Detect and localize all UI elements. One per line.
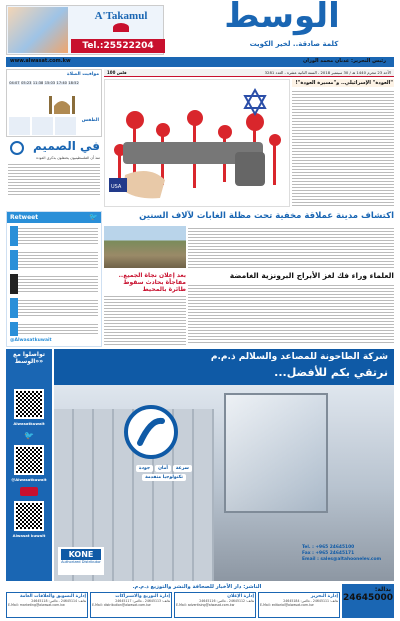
cartoon (104, 79, 290, 207)
prayer-time: 15:03 (44, 81, 56, 85)
twitter-qr-icon[interactable] (14, 445, 44, 475)
scientists-headline: العلماء وراء فك لغز الأبراج البرونزية الغامضة (229, 271, 394, 280)
scientists-article-body (188, 283, 394, 345)
distributor-badge (58, 547, 104, 575)
brand-circle-logo (124, 405, 178, 459)
instagram-handle[interactable]: Alwasatkuwait (13, 421, 45, 426)
flag-label: USA (111, 184, 122, 190)
footer-box (258, 592, 340, 618)
ad-email[interactable]: Email : sales@altahoonelev.com (302, 557, 382, 562)
footer-box-email[interactable]: E-Mail: advertising@alwasat.com.kw (176, 603, 235, 608)
info-bar (6, 57, 394, 67)
top-advertisement[interactable] (6, 5, 164, 55)
youtube-qr-icon[interactable] (14, 501, 44, 531)
weather-title: الطقس (81, 118, 99, 123)
column-body (292, 89, 394, 207)
ad-logo-mark (113, 23, 129, 32)
prayer-time: 05:23 (21, 81, 32, 85)
secondary-headline: بعد إعلان نجاة الجميع.. مفاجأة بحادث سقوط طائرة بالمحيط (118, 272, 186, 293)
distributor-label: Authorized Distributor (61, 560, 101, 564)
main-article-body (188, 226, 394, 268)
footer-box (90, 592, 172, 618)
tweet-item[interactable] (10, 322, 98, 336)
prayer-times (9, 81, 79, 85)
ad-feature: أمان (155, 465, 171, 472)
opinion-column (292, 79, 394, 207)
twitter-icon[interactable]: 🐦 (24, 431, 34, 440)
footer-box-title: إدارة الإعلان (227, 594, 254, 599)
social-title: تواصلوا مع «الوسط» (12, 351, 46, 365)
footer-contacts (6, 592, 340, 618)
tweet-item[interactable] (10, 298, 98, 318)
date-bar (104, 69, 394, 77)
main-headline: اكتشاف مدينة عملاقة مخفية تحت مظلة الغابات لآلاف السنين (139, 211, 394, 221)
twitter-handle[interactable]: @Alwasatkuwait (11, 477, 47, 482)
footer-box (174, 592, 256, 618)
prayer-time: 17:40 (56, 81, 67, 85)
website[interactable]: www.alwasat.com.kw (10, 58, 71, 64)
column-title: "العودة" الإسرائيلي.. و"مسيرة العودة"! (292, 79, 394, 87)
ad-slogan: نرتقي بكم للأفضل... (274, 366, 388, 379)
fi-alsamim-text: منذ أن الفلسطينيون يحتفلون بذكرى العودة (36, 156, 100, 160)
press-line: الناشر: دار الأخبار للصحافة والنشر والتوزيع ذ.م.م. (132, 584, 262, 590)
call-number: 24645000 (342, 593, 394, 603)
footer-box-email[interactable]: E-Mail: editorial@alwasat.com.kw (260, 603, 314, 608)
masthead-logo: الوسط (224, 0, 340, 36)
retweet-label: Retweet (10, 214, 39, 221)
elevator-advertisement[interactable] (54, 349, 394, 581)
footer-box-email[interactable]: E-Mail: distribution@alwasat.com.kw (92, 603, 151, 608)
ad-contacts (302, 545, 390, 563)
youtube-handle[interactable]: Alwasat kuwait (12, 533, 46, 538)
fi-alsamim-body (8, 162, 100, 195)
retweet-column (6, 211, 102, 347)
fi-alsamim-box (6, 139, 102, 197)
prayer-time: 18:52 (68, 81, 79, 85)
footer-box-title: إدارة التسويق والعلاقات العامة (19, 594, 86, 599)
kone-logo: KONE (61, 549, 101, 560)
ad-phone: Tel.:25522204 (71, 39, 165, 53)
ad-company: شركة الطاحونة للمصاعد والسلالم ذ.م.م (210, 352, 388, 362)
ad-fax: Fax : +965 24645171 (302, 551, 355, 556)
masthead-slogan: كلمة صادقة.. لخير الكويت (249, 40, 339, 48)
ad-brand: A'Takamul (94, 10, 148, 22)
retweet-handle[interactable]: @Alwasatkuwait (10, 338, 52, 343)
ad-tel: Tel. : +965 24645100 (302, 545, 355, 550)
ad-features (114, 465, 214, 481)
footer-box (6, 592, 88, 618)
prayer-time: 11:38 (32, 81, 44, 85)
ruins-photo (104, 226, 186, 268)
kids-photo (8, 7, 68, 53)
footer-box-title: إدارة التوزيع والاشتراكات (115, 594, 170, 599)
footer-box-line: هاتف: 24645112 - فاكس: 24645116 (199, 599, 254, 603)
footer-box-email[interactable]: E-Mail: marketing@alwasat.com.kw (8, 603, 65, 608)
chief-editor: رئيس التحرير: عدنان محمد الوزان (302, 58, 386, 64)
date-line: الأحد 23 محرم 1440 هـ / 30 سبتمبر 2018 - السنة الثانية عشرة - العدد 3281 (264, 70, 391, 75)
instagram-qr-icon[interactable] (14, 389, 44, 419)
youtube-icon[interactable] (20, 487, 38, 496)
prayer-box (6, 69, 102, 137)
ad-feature: جودة (136, 465, 153, 472)
switchboard-box (342, 584, 394, 618)
weather-grid (9, 117, 77, 135)
mosque-icon (47, 94, 77, 114)
twitter-bird-icon: 🐦 (89, 213, 98, 221)
tweet-item[interactable] (10, 250, 98, 270)
tweet-item[interactable] (10, 274, 98, 294)
prayer-time: 04:07 (9, 81, 20, 85)
secondary-article-body (104, 294, 186, 345)
tweet-item[interactable] (10, 226, 98, 246)
glass-elevator (224, 393, 328, 513)
social-column (6, 349, 52, 581)
fi-alsamim-icon (10, 141, 24, 155)
price: 100 فلس (107, 70, 127, 75)
ad-feature: سرعة (173, 465, 192, 472)
fi-alsamim-title: في الصميم (33, 139, 100, 153)
footer-box-line: هاتف: 24645111 - فاكس: 24645184 (283, 599, 338, 603)
footer-box-line: هاتف: 24645114 - فاكس: 24645118 (31, 599, 86, 603)
ad-feature: تكنولوجيا متقدمة (142, 474, 186, 481)
call-label: بدالة: (374, 586, 391, 593)
prayer-title: مواقيت الصلاة (66, 72, 99, 77)
retweet-header (7, 212, 101, 223)
footer-box-title: إدارة التحرير (310, 594, 338, 599)
footer-box-line: هاتف: 24645113 - فاكس: 24645117 (115, 599, 170, 603)
